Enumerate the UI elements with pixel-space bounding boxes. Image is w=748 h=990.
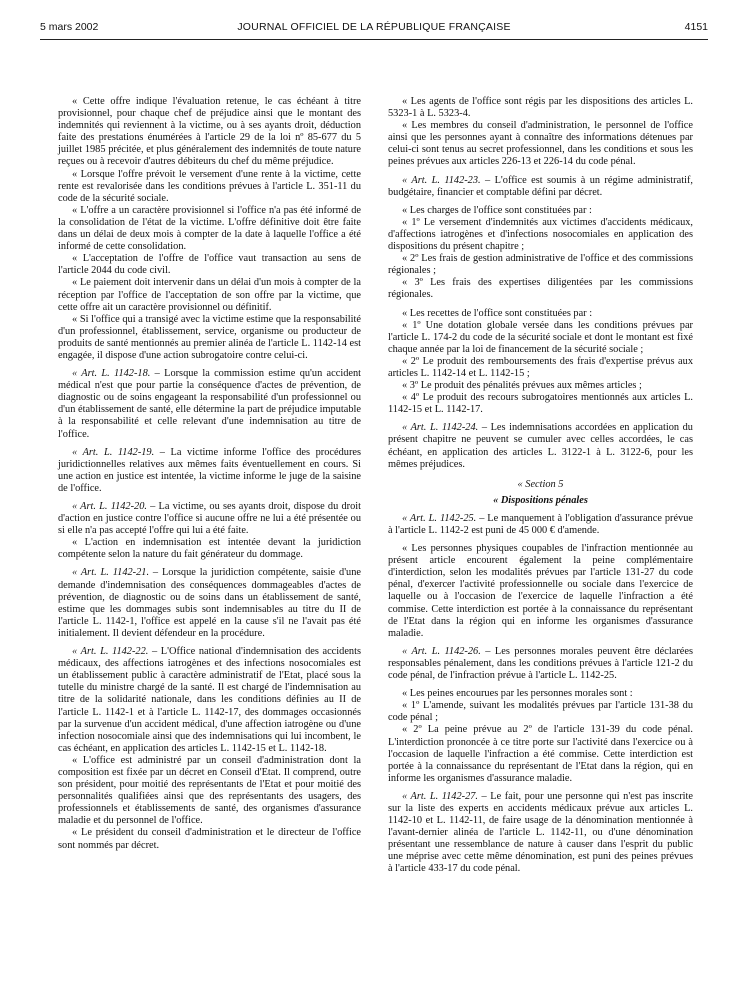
paragraph-text: « 3º Les frais des expertises diligentées par les commissions régionales. <box>388 277 693 301</box>
paragraph <box>58 827 361 851</box>
paragraph-text: – Les indemnisations accordées en application du présent chapitre ne peuvent se cumuler avec celles accordées, le cas échéant, en application des articles L. 3122-1 à L. 3122-6, pour les mêmes préjudices. <box>388 422 693 470</box>
article-reference: « Art. L. 1142-26. <box>402 645 481 657</box>
paragraph <box>388 356 693 380</box>
paragraph-text: – L'Office national d'indemnisation des accidents médicaux, des affections iatrogènes et des infections nosocomiales est un établissement public à caractère administratif de l'Etat, placé sous la tutelle du ministre chargé de la santé. Il est chargé de l'indemnisation au titre de la solidarité nationale, dans les conditions définies au II de l'article L. 1142-1 et à l'article L. 1142-17, des dommages occasionnés par la survenue d'un accident médical, d'une affection iatrogène ou d'une infection nosocomiale ainsi que des indemnisations qui lui incombent, le cas échéant, en application des articles L. 1142-15 et L. 1142-18. <box>58 646 361 754</box>
article-reference: « Art. L. 1142-21. <box>72 567 150 579</box>
article-paragraph <box>388 513 693 537</box>
article-paragraph <box>388 422 693 470</box>
paragraph-text: « Les personnes physiques coupables de l'infraction mentionnée au présent article encourent également la peine complémentaire d'interdiction, selon les modalités prévues par l'article 131-27 du code pénal, d'exercer l'activité professionnelle ou sociale dans l'exercice de laquelle ou à l'occasion de l'exercice de laquelle l'infraction a été commise. Cette interdiction est portée à la connaissance du représentant de l'Etat dans la région qui en informe les organismes d'assurance maladie. <box>388 543 693 639</box>
article-paragraph <box>58 567 361 640</box>
left-column <box>58 96 361 852</box>
paragraph-text: « L'offre a un caractère provisionnel si l'office n'a pas été informé de la consolidation de l'état de la victime. L'offre définitive doit être faite dans un délai de deux mois à compter de la date à laquelle l'office a été informé de cette consolidation. <box>58 204 361 253</box>
paragraph <box>388 253 693 277</box>
article-paragraph <box>388 175 693 199</box>
paragraph-text: « Le président du conseil d'administration et le directeur de l'office sont nommés par décret. <box>58 827 361 851</box>
article-reference: « Art. L. 1142-18. <box>72 368 151 380</box>
article-paragraph <box>58 368 361 441</box>
paragraph-text: – L'office est soumis à un régime administratif, budgétaire, financier et comptable défini par décret. <box>388 174 693 198</box>
paragraph-text: « Le paiement doit intervenir dans un délai d'un mois à compter de la réception par l'office de l'acceptation de son offre par la victime, que cette offre ait un caractère provisionnel ou définitif. <box>58 277 361 313</box>
article-reference: « Art. L. 1142-19. <box>72 446 155 458</box>
paragraph <box>388 380 693 392</box>
paragraph <box>58 253 361 277</box>
paragraph-text: « L'office est administré par un conseil d'administration dont la composition est fixée par un décret en Conseil d'Etat. Il comprend, outre son président, pour moitié des représentants de l'Etat et pour moitié des personnalités qualifiées ainsi que des représentants des usagers, des professionnels et établissements de santé, des organismes d'assurance maladie et du personnel de l'office. <box>58 754 361 827</box>
article-reference: « Art. L. 1142-20. <box>72 501 147 512</box>
paragraph-text: « Lorsque l'offre prévoit le versement d'une rente à la victime, cette rente est revalorisée dans les conditions prévues à l'article L. 351-11 du code de la sécurité sociale. <box>58 168 361 204</box>
header-rule <box>40 39 708 40</box>
paragraph-text: « Les membres du conseil d'administration, le personnel de l'office ainsi que les personnes ayant à connaître des informations détenues par celui-ci sont tenus au secret professionnel, dans les conditions et sous les peines prévues aux articles 226-13 et 226-14 du code pénal. <box>388 120 693 168</box>
paragraph <box>388 96 693 120</box>
paragraph <box>58 277 361 313</box>
article-reference: « Art. L. 1142-27. <box>402 790 479 802</box>
paragraph <box>58 205 361 253</box>
paragraph-text: – Le fait, pour une personne qui n'est pas inscrite sur la liste des experts en accidents médicaux prévue aux articles L. 1142-10 et L. 1142-11, de faire usage de la dénomination mentionnée à l'avant-dernier alinéa de l'article L. 1142-11, ou d'une dénomination présentant une ressemblance de nature à causer dans l'esprit du public une méprise avec cette même dénomination, est puni des peines prévues à l'article 433-17 du code pénal. <box>388 790 693 875</box>
paragraph-text: « 3º Le produit des pénalités prévues aux mêmes articles ; <box>402 380 642 392</box>
paragraph-text: « 2º Le produit des remboursements des frais d'expertise prévus aux articles L. 1142-14 et L. 1142-15 ; <box>388 355 693 379</box>
article-reference: « Art. L. 1142-22. <box>72 646 149 658</box>
header-date: 5 mars 2002 <box>40 21 99 33</box>
paragraph <box>388 205 693 217</box>
paragraph-text: « Cette offre indique l'évaluation retenue, le cas échéant à titre provisionnel, pour chaque chef de préjudice ainsi que le montant des indemnités qui reviennent à la victime, ou à ses ayants droit, déduction faite des prestations énumérées à l'article 29 de la loi nº 85-677 du 5 juillet 1985 précitée, et plus généralement des indemnités de toute nature reçues ou à recevoir d'autres débiteurs du chef du même préjudice. <box>58 96 361 168</box>
paragraph-text: – Lorsque la juridiction compétente, saisie d'une demande d'indemnisation des conséquences dommageables d'actes de prévention, de diagnostic ou de soins dans un établissement de santé, estime que les dommages subis sont indemnisables au titre du II de l'article L. 1142-1, l'office est appelé en la cause s'il ne l'avait pas été initialement. Il devient défendeur en la procédure. <box>58 567 361 639</box>
article-reference: « Art. L. 1142-23. <box>402 174 481 186</box>
paragraph-text: « 1º Le versement d'indemnités aux victimes d'accidents médicaux, d'affections iatrogènes et d'infections nosocomiales en application des dispositions du présent chapitre ; <box>388 216 693 253</box>
paragraph <box>388 700 693 724</box>
page-header <box>40 18 708 36</box>
article-paragraph <box>388 791 693 876</box>
paragraph <box>388 543 693 640</box>
header-journal-title: JOURNAL OFFICIEL DE LA RÉPUBLIQUE FRANÇAISE <box>237 21 511 33</box>
right-column-part-a <box>388 96 693 471</box>
article-paragraph <box>58 646 361 755</box>
paragraph-text: « Les agents de l'office sont régis par les dispositions des articles L. 5323-1 à L. 5323-4. <box>388 96 693 120</box>
right-column-part-b <box>388 513 693 876</box>
paragraph-text: « 1º L'amende, suivant les modalités prévues par l'article 131-38 du code pénal ; <box>388 700 693 724</box>
article-paragraph <box>58 501 361 537</box>
paragraph-text: – La victime informe l'office des procédures juridictionnelles relatives aux mêmes faits éventuellement en cours. Si une action en justice est intentée, la victime informe le juge de la saisine de l'office. <box>58 446 362 494</box>
paragraph <box>388 277 693 301</box>
article-paragraph <box>58 447 361 495</box>
paragraph-text: « 4º Le produit des recours subrogatoires mentionnés aux articles L. 1142-15 et L. 1142-17. <box>388 392 693 416</box>
paragraph <box>58 314 361 362</box>
right-column <box>388 96 693 876</box>
paragraph <box>388 320 693 356</box>
section-title: « Section 5 <box>517 478 564 490</box>
paragraph-text: – Les personnes morales peuvent être déclarées responsables pénalement, dans les conditions prévues à l'article 121-2 du code pénal, de l'infraction prévue à l'article L. 1142-25. <box>388 645 693 682</box>
paragraph <box>388 392 693 416</box>
paragraph <box>388 688 693 700</box>
paragraph-text: « L'acceptation de l'offre de l'office vaut transaction au sens de l'article 2044 du code civil. <box>58 253 361 277</box>
article-paragraph <box>388 646 693 682</box>
paragraph-text: « Si l'office qui a transigé avec la victime estime que la responsabilité d'un professionnel, établissement, service, organisme ou producteur de produits de santé mentionnés au premier alinéa de l'article L. 1142-14 est engagée, il dispose d'une action subrogatoire contre celui-ci. <box>58 313 361 361</box>
paragraph-text: « 2º Les frais de gestion administrative de l'office et des commissions régionales ; <box>388 253 693 277</box>
paragraph-text: « 1º Une dotation globale versée dans les conditions prévues par l'article L. 174-2 du code de la sécurité sociale et dont le montant est fixé chaque année par la loi de financement de la sécurité sociale ; <box>388 319 693 355</box>
article-reference: « Art. L. 1142-24. <box>402 422 479 434</box>
article-reference: « Art. L. 1142-25. <box>402 512 477 524</box>
paragraph-text: – Le manquement à l'obligation d'assurance prévue à l'article L. 1142-2 est puni de 45 000 € d'amende. <box>388 512 693 536</box>
paragraph-text: « Les charges de l'office sont constituées par : <box>402 204 592 216</box>
paragraph-text: « Les peines encourues par les personnes morales sont : <box>402 688 633 700</box>
paragraph <box>58 755 361 828</box>
section-subtitle: « Dispositions pénales <box>493 494 588 506</box>
paragraph <box>388 724 693 784</box>
paragraph <box>388 217 693 253</box>
paragraph-text: – Lorsque la commission estime qu'un accident médical n'est que pour partie la conséquence d'actes de prévention, de diagnostic ou de soins engageant la responsabilité d'un professionnel ou d'un établissement de santé, elle détermine la part de préjudice imputable à la responsabilité et celle relevant d'une indemnisation au titre de l'office. <box>58 368 362 440</box>
paragraph-text: « Les recettes de l'office sont constituées par : <box>402 307 593 319</box>
header-page-number: 4151 <box>684 21 708 33</box>
paragraph-text: « L'action en indemnisation est intentée devant la juridiction compétente selon la nature du fait générateur du dommage. <box>58 537 361 561</box>
paragraph <box>388 308 693 320</box>
paragraph <box>58 96 361 169</box>
paragraph <box>388 120 693 168</box>
paragraph <box>58 169 361 205</box>
paragraph-text: « 2º La peine prévue au 2º de l'article 131-39 du code pénal. L'interdiction prononcée à ce titre porte sur l'activité dans l'exercice ou à l'occasion de laquelle l'infraction a été commise. Cette interdiction est portée à la connaissance du représentant de l'Etat dans la région, qui en informe les organismes d'assurance maladie. <box>388 724 693 784</box>
paragraph <box>58 537 361 561</box>
paragraph-text: – La victime, ou ses ayants droit, dispose du droit d'action en justice contre l'office si aucune offre ne lui a été présentée ou si elle n'a pas accepté l'offre qui lui a été faite. <box>58 501 361 537</box>
